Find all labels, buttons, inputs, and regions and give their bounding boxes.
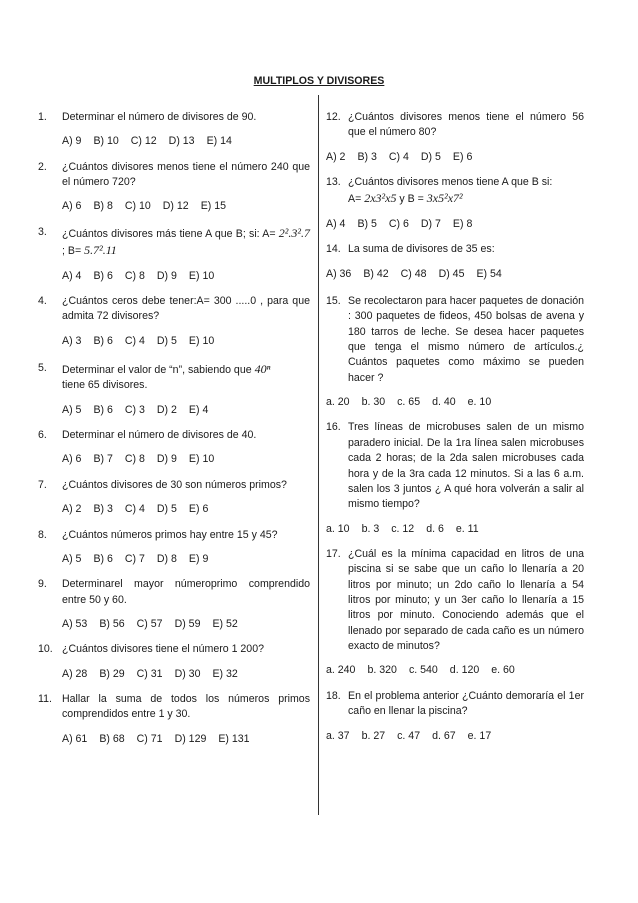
question-number: 10. xyxy=(38,643,56,656)
question-number: 9. xyxy=(38,578,50,591)
question-item xyxy=(38,478,310,518)
answer-options xyxy=(326,663,584,678)
question-statement: Determinarel mayor númeroprimo comprendido entre 50 y 60. xyxy=(62,578,310,606)
answer-option[interactable]: E) 9 xyxy=(188,552,209,565)
answer-option[interactable]: e. 60 xyxy=(491,664,515,677)
answer-option[interactable]: a. 10 xyxy=(326,522,350,535)
answer-option[interactable]: A) 5 xyxy=(62,552,82,565)
question-statement: Determinar el valor de “n”, sabiendo que xyxy=(62,364,252,377)
answer-options xyxy=(38,199,310,214)
answer-option[interactable]: D) 9 xyxy=(156,453,177,466)
question-item xyxy=(326,242,584,282)
answer-options xyxy=(38,617,310,632)
answer-option[interactable]: B) 5 xyxy=(357,217,377,230)
question-statement: En el problema anterior ¿Cuánto demoraría el 1er caño en llenar la piscina? xyxy=(348,689,584,718)
answer-options xyxy=(326,217,584,232)
question-item xyxy=(38,225,310,284)
answer-option[interactable]: C) 4 xyxy=(388,150,409,163)
question-body xyxy=(348,420,584,512)
answer-option[interactable]: A) 9 xyxy=(62,135,82,148)
answer-option[interactable]: B) 56 xyxy=(99,618,125,630)
answer-option[interactable]: E) 4 xyxy=(188,403,209,416)
answer-options xyxy=(326,395,584,410)
question-body xyxy=(62,577,310,608)
answer-option[interactable]: B) 29 xyxy=(99,667,125,680)
answer-option[interactable]: c. 47 xyxy=(397,729,421,742)
answer-option[interactable]: b. 30 xyxy=(361,396,386,409)
question-item xyxy=(38,294,310,349)
question-text xyxy=(38,160,310,191)
answer-option[interactable]: C) 31 xyxy=(136,667,163,680)
answer-option[interactable]: B) 68 xyxy=(99,732,125,745)
question-statement: Determinar el número de divisores de 90. xyxy=(62,111,257,123)
answer-options xyxy=(38,134,310,149)
question-body xyxy=(62,478,310,493)
answer-option[interactable]: A) 61 xyxy=(62,732,88,745)
answer-option[interactable]: e. 10 xyxy=(467,396,492,409)
math-separator: ; B= xyxy=(62,245,85,258)
answer-option[interactable]: a. 240 xyxy=(326,664,356,677)
question-item xyxy=(326,294,584,411)
answer-option[interactable]: C) 12 xyxy=(130,135,157,148)
question-number: 5. xyxy=(38,362,50,375)
answer-option[interactable]: C) 4 xyxy=(124,503,145,516)
answer-option[interactable]: E) 10 xyxy=(188,453,215,466)
math-expression: 40ⁿ xyxy=(254,362,271,377)
question-item xyxy=(326,175,584,232)
question-statement: ¿Cuántos divisores menos tiene el número 240 que el número 720? xyxy=(62,160,310,189)
answer-option[interactable]: D) 2 xyxy=(156,403,177,416)
question-number: 17. xyxy=(326,547,344,560)
question-item xyxy=(38,528,310,568)
answer-option[interactable]: C) 7 xyxy=(124,552,145,565)
answer-option[interactable]: E) 10 xyxy=(188,269,215,282)
answer-option[interactable]: E) 15 xyxy=(200,200,227,213)
question-text xyxy=(326,294,584,386)
answer-option[interactable]: E) 54 xyxy=(476,267,502,280)
answer-option[interactable]: A) 4 xyxy=(62,269,82,282)
answer-option[interactable]: D) 12 xyxy=(162,200,189,213)
question-body xyxy=(62,110,310,125)
answer-option[interactable]: C) 4 xyxy=(124,334,145,347)
answer-option[interactable]: a. 20 xyxy=(326,396,350,409)
question-item xyxy=(326,420,584,537)
answer-option[interactable]: E) 52 xyxy=(212,618,238,630)
question-body xyxy=(62,692,310,723)
question-text xyxy=(326,420,584,512)
question-statement: Tres líneas de microbuses salen de un mismo paradero inicial. De la 1ra línea salen microbuses cada 2 horas; de la 2da salen microbuses cada hora y de la 3ra cada 12 minutos. Si a las 6 a.m. salen los 3 juntos ¿ A qué hora volverán a salir al mismo tiempo? xyxy=(348,421,584,511)
question-number: 16. xyxy=(326,421,344,434)
question-number: 15. xyxy=(326,294,344,307)
answer-options xyxy=(326,729,584,744)
answer-option[interactable]: D) 5 xyxy=(420,150,441,163)
math-expression: 2².3².7 xyxy=(278,225,310,240)
answer-options xyxy=(38,502,310,517)
question-item xyxy=(326,110,584,165)
question-text xyxy=(38,478,310,493)
question-body xyxy=(62,528,310,543)
answer-option[interactable]: C) 8 xyxy=(124,453,145,466)
math-expression: 5.7².11 xyxy=(84,243,117,258)
answer-option[interactable]: E) 10 xyxy=(188,334,215,347)
question-statement: ¿Cuántos ceros debe tener:A= 300 .....0 , para que admita 72 divisores? xyxy=(62,294,310,323)
question-body xyxy=(348,689,584,720)
answer-option[interactable]: D) 5 xyxy=(156,503,177,516)
page-title: MULTIPLOS Y DIVISORES xyxy=(253,75,385,87)
answer-option[interactable]: B) 6 xyxy=(93,334,113,347)
answer-option[interactable]: A) 3 xyxy=(62,334,82,347)
question-body xyxy=(348,242,584,257)
math-label: A= xyxy=(348,193,365,206)
answer-options xyxy=(38,667,310,682)
question-statement: Hallar la suma de todos los números primos comprendidos entre 1 y 30. xyxy=(62,693,310,721)
answer-option[interactable]: A) 28 xyxy=(62,667,88,680)
answer-option[interactable]: D) 9 xyxy=(156,269,177,282)
question-item xyxy=(38,642,310,682)
answer-option[interactable]: A) 6 xyxy=(62,453,82,466)
question-number: 13. xyxy=(326,176,344,189)
question-text xyxy=(326,242,584,257)
answer-option[interactable]: C) 57 xyxy=(136,618,163,630)
question-number: 18. xyxy=(326,689,344,702)
answer-option[interactable]: D) 13 xyxy=(168,135,195,148)
answer-options xyxy=(326,267,584,282)
question-statement: ¿Cuántos divisores menos tiene el número 56 que el número 80? xyxy=(348,111,584,139)
left-column xyxy=(38,100,310,747)
question-body xyxy=(62,225,310,260)
question-body xyxy=(348,294,584,386)
answer-option[interactable]: a. 37 xyxy=(326,729,350,742)
question-statement: La suma de divisores de 35 es: xyxy=(348,243,495,256)
answer-option[interactable]: e. 17 xyxy=(467,729,492,742)
question-statement: Determinar el número de divisores de 40. xyxy=(62,429,257,442)
question-body xyxy=(62,160,310,191)
answer-option[interactable]: B) 10 xyxy=(93,135,119,148)
answer-option[interactable]: B) 7 xyxy=(93,453,113,466)
question-item xyxy=(38,428,310,468)
answer-option[interactable]: c. 65 xyxy=(397,396,421,409)
question-number: 11. xyxy=(38,693,55,706)
question-body xyxy=(348,175,584,208)
question-text xyxy=(38,642,310,657)
question-text xyxy=(38,225,310,260)
question-item xyxy=(38,160,310,215)
question-item xyxy=(38,692,310,747)
answer-option[interactable]: E) 14 xyxy=(206,135,232,148)
question-body xyxy=(62,642,310,657)
question-statement: ¿Cuántos divisores tiene el número 1 200? xyxy=(62,643,264,656)
answer-option[interactable]: E) 131 xyxy=(218,732,250,745)
answer-options xyxy=(38,403,310,418)
answer-option[interactable]: A) 53 xyxy=(62,618,88,630)
answer-option[interactable]: c. 12 xyxy=(391,522,415,535)
question-body xyxy=(348,110,584,141)
answer-options xyxy=(326,150,584,165)
answer-option[interactable]: D) 129 xyxy=(174,732,207,745)
math-expression: 3x5²x7² xyxy=(426,191,463,206)
question-number: 1. xyxy=(38,111,50,123)
answer-option[interactable]: e. 11 xyxy=(455,522,479,535)
question-text xyxy=(38,692,310,723)
answer-option[interactable]: B) 8 xyxy=(93,200,113,213)
answer-option[interactable]: C) 10 xyxy=(124,200,151,213)
question-text xyxy=(38,528,310,543)
question-body xyxy=(62,361,310,394)
answer-option[interactable]: D) 7 xyxy=(420,217,441,230)
answer-option[interactable]: D) 8 xyxy=(156,552,177,565)
answer-option[interactable]: C) 71 xyxy=(136,732,163,745)
question-item xyxy=(38,110,310,150)
question-statement: ¿Cuántos divisores menos tiene A que B si: xyxy=(348,176,553,189)
answer-option[interactable]: d. 40 xyxy=(432,396,456,409)
answer-option[interactable]: E) 6 xyxy=(452,150,473,163)
question-text xyxy=(38,294,310,325)
answer-option[interactable]: A) 2 xyxy=(62,503,82,516)
answer-option[interactable]: D) 5 xyxy=(156,334,177,347)
question-number: 3. xyxy=(38,225,50,238)
answer-option[interactable]: A) 5 xyxy=(62,403,82,416)
question-item xyxy=(38,577,310,632)
answer-options xyxy=(38,452,310,467)
question-statement: ¿Cuántos divisores más tiene A que B; si: A= xyxy=(62,227,276,240)
answer-option[interactable]: d. 120 xyxy=(449,664,480,677)
answer-option[interactable]: A) 6 xyxy=(62,200,82,213)
answer-option[interactable]: d. 6 xyxy=(426,522,444,535)
question-text xyxy=(38,110,310,125)
question-statement: ¿Cuántos números primos hay entre 15 y 45? xyxy=(62,528,278,541)
question-text xyxy=(326,547,584,655)
question-item xyxy=(38,361,310,418)
question-text xyxy=(326,110,584,141)
answer-option[interactable]: A) 4 xyxy=(326,217,346,230)
answer-option[interactable]: B) 3 xyxy=(93,503,113,516)
question-statement: ¿Cuál es la mínima capacidad en litros de una piscina si se sabe que un caño lo llenaría a 20 litros por minuto; un 2do caño lo llenaría a 54 litros por minuto; y un 3er caño lo llenaría a 15 litros por minuto. Conociendo además que el llenado por separado de cada caño es un número exacto de minutos? xyxy=(348,547,584,653)
math-expression: 2x3²x5 xyxy=(364,191,397,206)
answer-option[interactable]: A) 2 xyxy=(326,150,346,163)
answer-option[interactable]: D) 59 xyxy=(174,618,201,630)
answer-option[interactable]: b. 27 xyxy=(361,729,386,742)
answer-options xyxy=(326,522,584,537)
question-number: 7. xyxy=(38,478,50,491)
question-number: 2. xyxy=(38,160,50,173)
question-text xyxy=(326,175,584,208)
question-item xyxy=(326,689,584,744)
question-statement: Se recolectaron para hacer paquetes de donación : 300 paquetes de fideos, 450 bolsas de avena y 180 tarros de leche. Se desea hacer paquetes que tenga el mismo número de artículos.¿ Cuántos paquetes como máximo se pueden hacer ? xyxy=(348,294,584,384)
answer-options xyxy=(38,269,310,284)
answer-option[interactable]: b. 320 xyxy=(367,664,397,677)
question-text xyxy=(38,361,310,394)
column-divider xyxy=(318,95,319,815)
answer-option[interactable]: C) 6 xyxy=(388,217,409,230)
answer-option[interactable]: D) 45 xyxy=(438,267,465,280)
question-number: 4. xyxy=(38,294,50,307)
answer-option[interactable]: E) 6 xyxy=(188,503,209,516)
answer-option[interactable]: B) 6 xyxy=(93,403,113,416)
question-text xyxy=(38,577,310,608)
math-separator: y B = xyxy=(396,193,427,206)
question-body xyxy=(62,294,310,325)
answer-options xyxy=(38,732,310,747)
answer-options xyxy=(38,552,310,567)
answer-option[interactable]: E) 8 xyxy=(452,217,473,230)
answer-option[interactable]: C) 3 xyxy=(124,403,145,416)
answer-option[interactable]: c. 540 xyxy=(408,664,438,677)
answer-option[interactable]: B) 3 xyxy=(357,150,377,163)
question-number: 8. xyxy=(38,528,50,541)
answer-options xyxy=(38,334,310,349)
right-column xyxy=(326,100,584,744)
question-item xyxy=(326,547,584,679)
question-text xyxy=(326,689,584,720)
answer-option[interactable]: E) 32 xyxy=(212,667,238,680)
answer-option[interactable]: C) 48 xyxy=(400,267,427,280)
answer-option[interactable]: B) 42 xyxy=(363,267,389,280)
question-number: 6. xyxy=(38,429,50,442)
question-number: 12. xyxy=(326,111,344,123)
question-body xyxy=(62,428,310,443)
answer-option[interactable]: b. 3 xyxy=(361,522,380,535)
question-statement: ¿Cuántos divisores de 30 son números primos? xyxy=(62,478,287,491)
answer-option[interactable]: C) 8 xyxy=(124,269,145,282)
question-number: 14. xyxy=(326,243,344,256)
answer-option[interactable]: B) 6 xyxy=(93,552,113,565)
question-statement-tail: tiene 65 divisores. xyxy=(62,379,148,392)
answer-option[interactable]: d. 67 xyxy=(432,729,456,742)
answer-option[interactable]: A) 36 xyxy=(326,267,352,280)
question-body xyxy=(348,547,584,655)
question-text xyxy=(38,428,310,443)
answer-option[interactable]: D) 30 xyxy=(174,667,201,680)
answer-option[interactable]: B) 6 xyxy=(93,269,113,282)
